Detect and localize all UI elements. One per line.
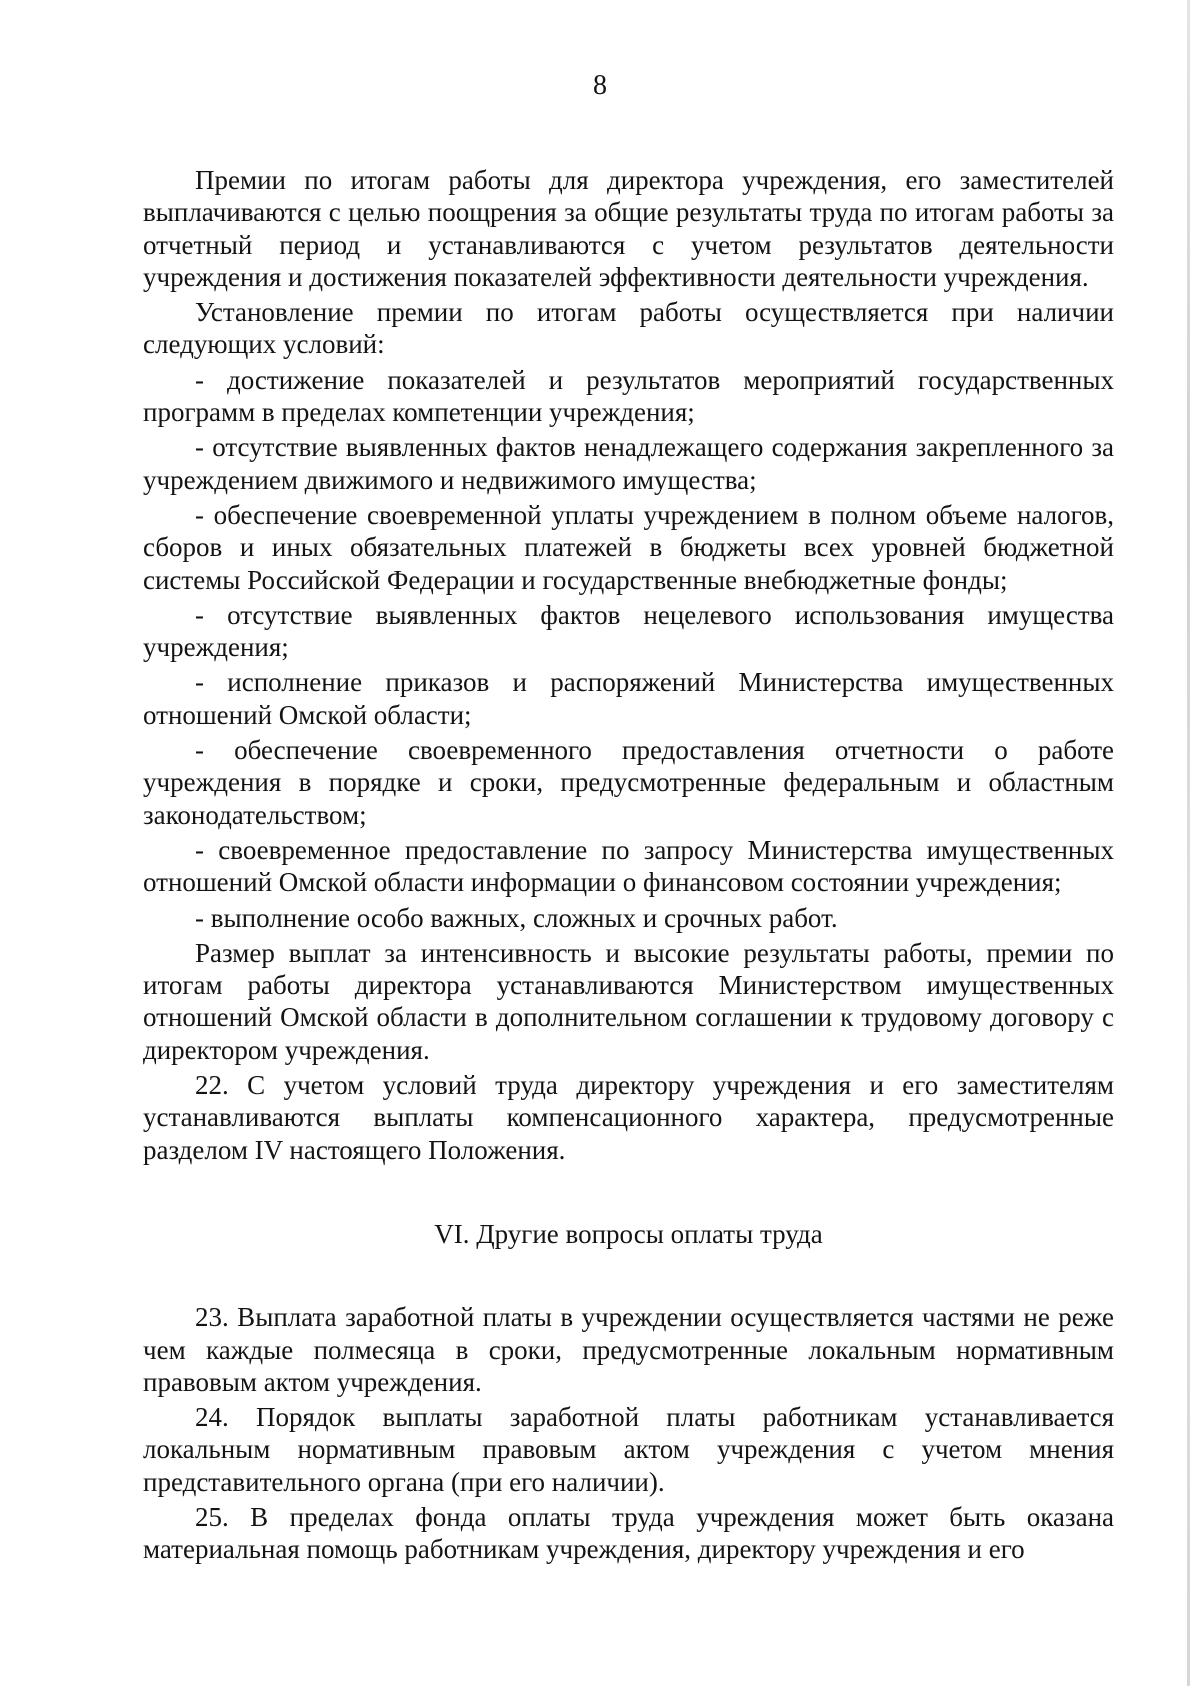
clause-22: 22. С учетом условий труда директору учреждения и его заместителям устанавливаются выплаты компенсационного характера, предусмотренные разделом IV настоящего Положения.	[143, 1070, 1114, 1165]
document-body	[143, 164, 1114, 1566]
page-number: 8	[593, 70, 607, 101]
condition-item: - отсутствие выявленных фактов ненадлежащего содержания закрепленного за учреждением движимого и недвижимого имущества;	[143, 432, 1114, 495]
paragraph-payment-size: Размер выплат за интенсивность и высокие результаты работы, премии по итогам работы директора устанавливаются Министерством имущественных отношений Омской области в дополнительном соглашении к трудовому договору с директором учреждения.	[143, 937, 1114, 1065]
paragraph-bonus-purpose: Премии по итогам работы для директора учреждения, его заместителей выплачиваются с целью поощрения за общие результаты труда по итогам работы за отчетный период и устанавливаются с учетом результатов деятельности учреждения и достижения показателей эффективности деятельности учреждения.	[143, 165, 1114, 292]
section-heading: VI. Другие вопросы оплаты труда	[434, 1218, 823, 1249]
condition-item: - выполнение особо важных, сложных и срочных работ.	[195, 902, 838, 933]
condition-item: - достижение показателей и результатов мероприятий государственных программ в пределах компетенции учреждения;	[143, 364, 1114, 428]
clause-24: 24. Порядок выплаты заработной платы работникам устанавливается локальным нормативным правовым актом учреждения с учетом мнения представительного органа (при его наличии).	[143, 1402, 1114, 1497]
condition-item: - обеспечение своевременного предоставления отчетности о работе учреждения в порядке и сроки, предусмотренные федеральным и областным законодательством;	[143, 735, 1114, 830]
scan-edge-shadow	[1187, 0, 1190, 1686]
condition-item: - исполнение приказов и распоряжений Министерства имущественных отношений Омской области;	[143, 667, 1114, 730]
condition-item: - обеспечение своевременной уплаты учреждением в полном объеме налогов, сборов и иных обязательных платежей в бюджеты всех уровней бюджетной системы Российской Федерации и государственные внебюджетные фонды;	[143, 499, 1114, 595]
clause-23: 23. Выплата заработной платы в учреждении осуществляется частями не реже чем каждые полмесяца в сроки, предусмотренные локальным нормативным правовым актом учреждения.	[143, 1302, 1114, 1397]
condition-item: - своевременное предоставление по запросу Министерства имущественных отношений Омской области информации о финансовом состоянии учреждения;	[143, 834, 1114, 898]
condition-item: - отсутствие выявленных фактов нецелевого использования имущества учреждения;	[143, 599, 1114, 663]
paragraph-bonus-conditions: Установление премии по итогам работы осуществляется при наличии следующих условий:	[143, 297, 1114, 360]
clause-25: 25. В пределах фонда оплаты труда учреждения может быть оказана материальная помощь работникам учреждения, директору учреждения и его	[143, 1501, 1114, 1565]
